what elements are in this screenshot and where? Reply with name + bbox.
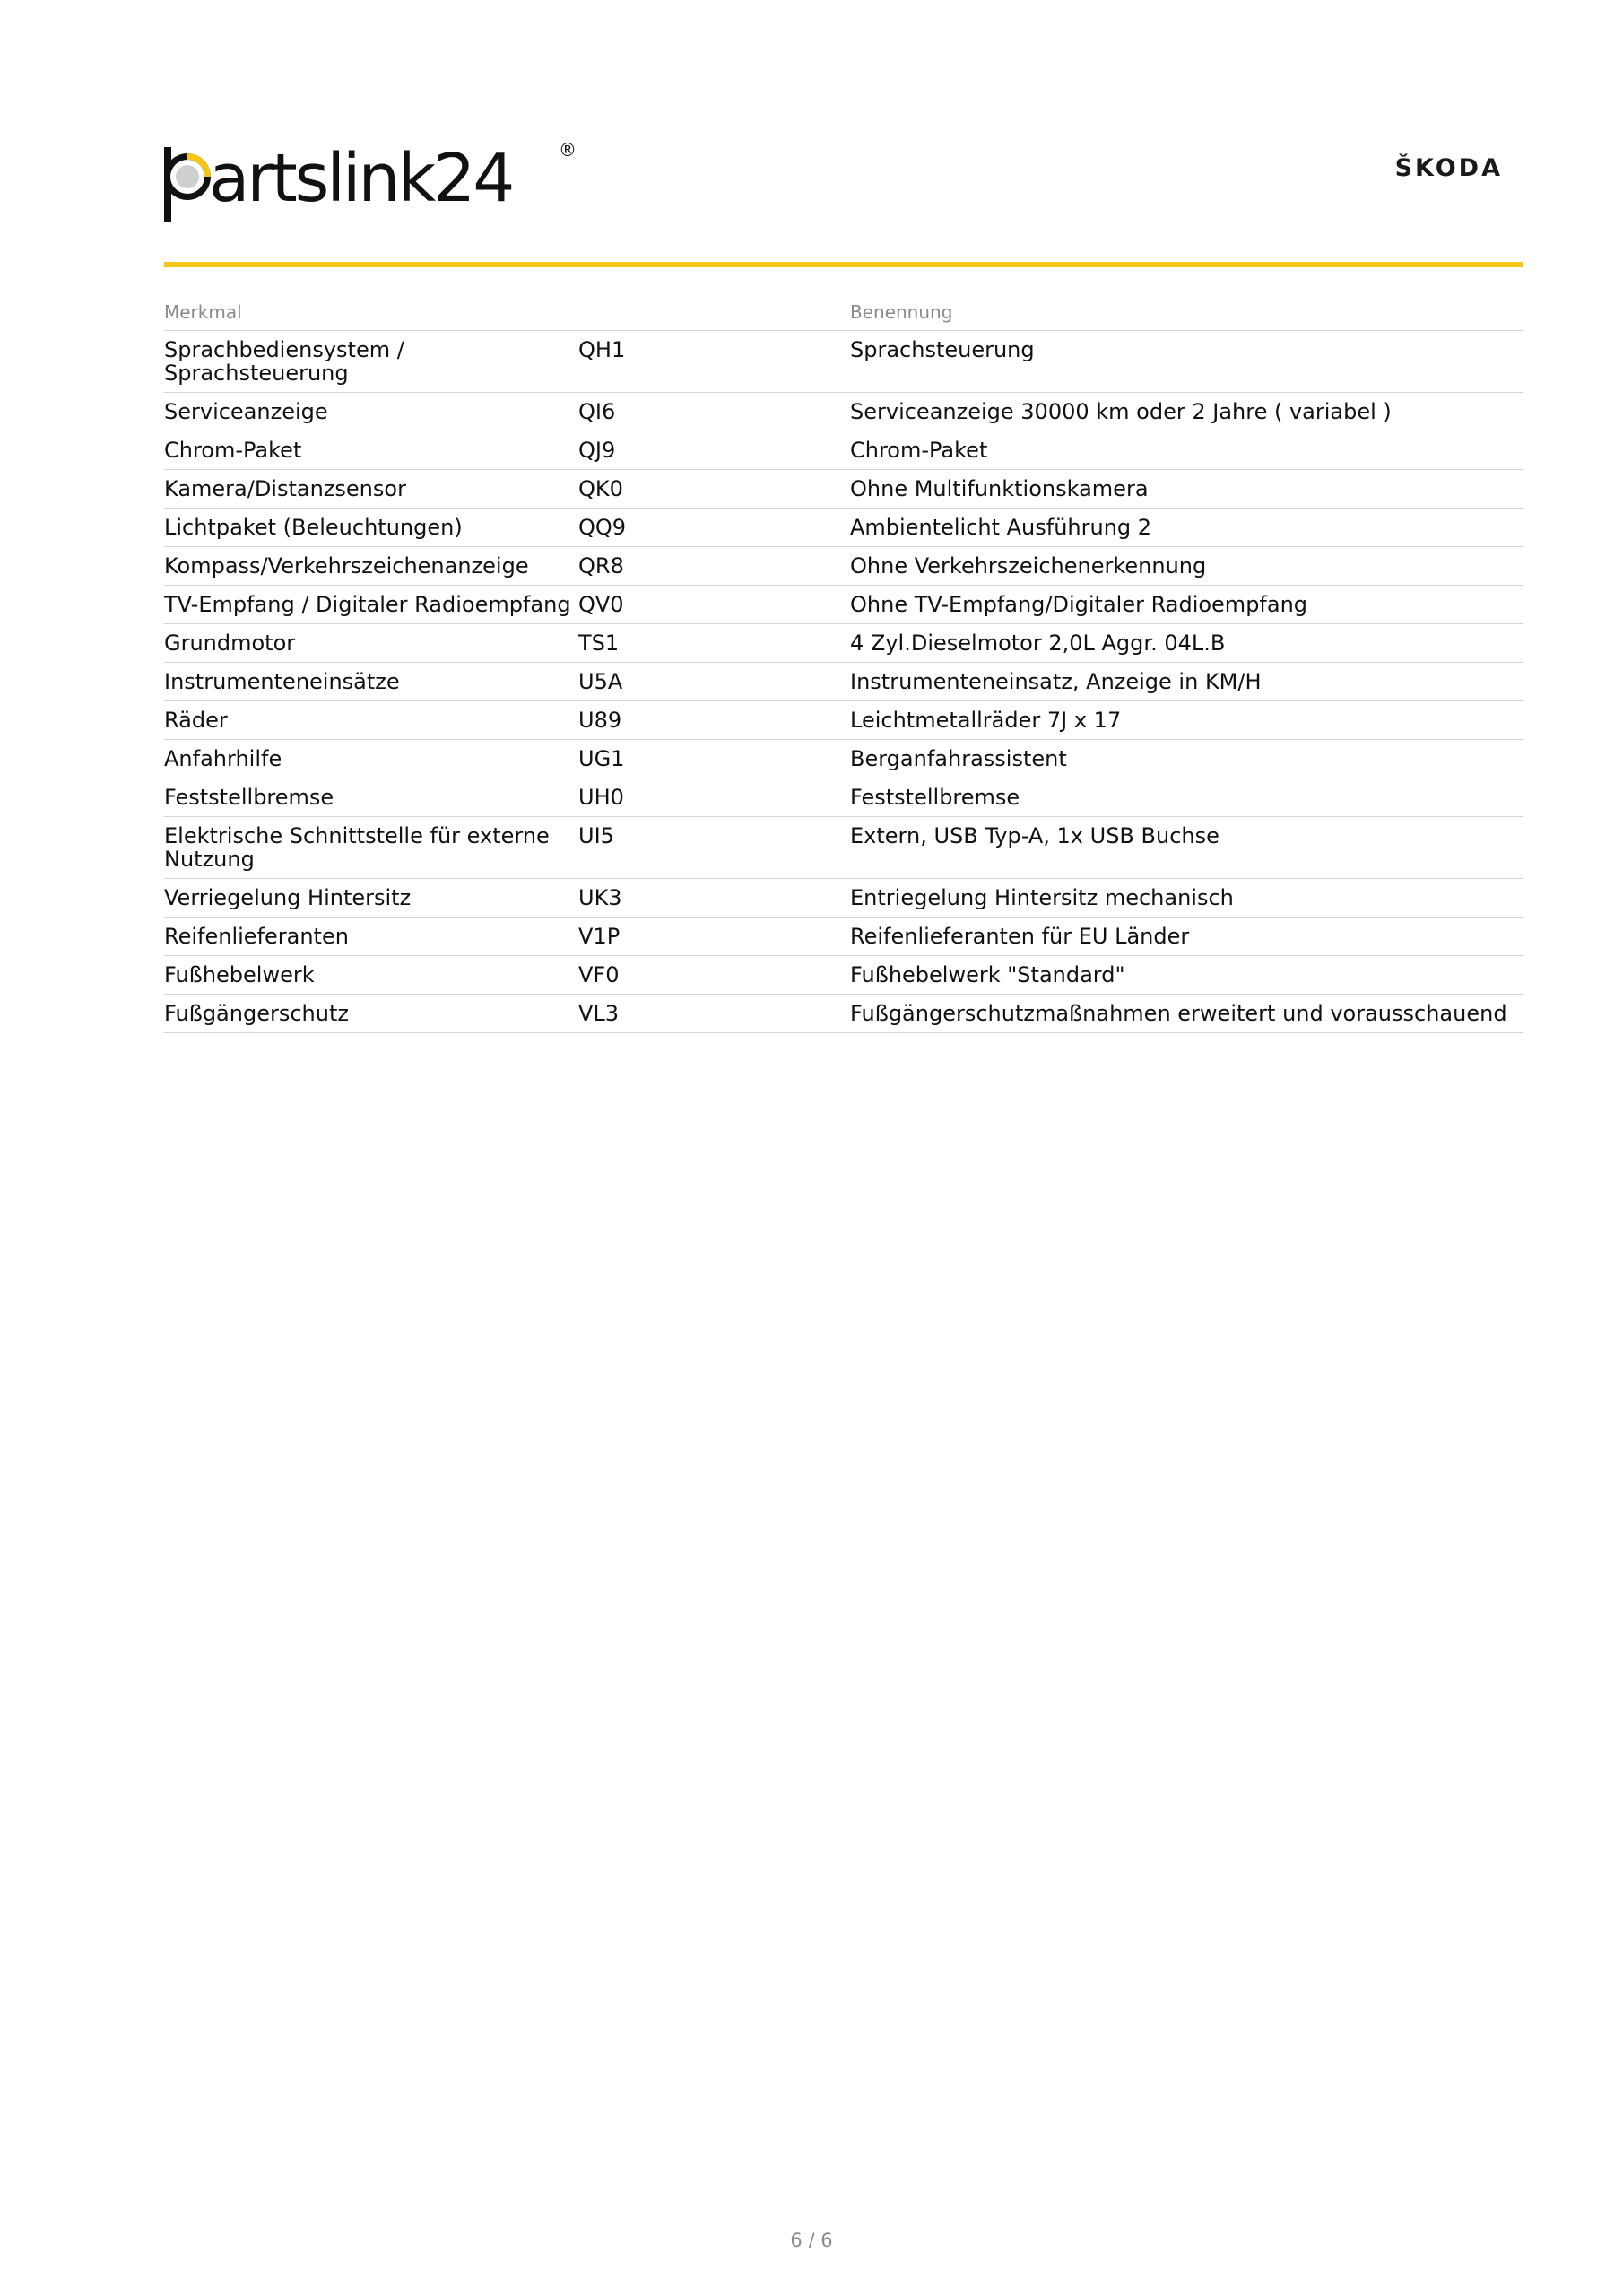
table-row bbox=[164, 331, 1523, 393]
code-cell: VL3 bbox=[578, 995, 850, 1033]
benennung-cell: Sprachsteuerung bbox=[850, 331, 1523, 393]
table-row bbox=[164, 956, 1523, 995]
code-cell: QR8 bbox=[578, 547, 850, 586]
code-cell: UH0 bbox=[578, 778, 850, 817]
table-row bbox=[164, 393, 1523, 431]
benennung-cell: Leichtmetallräder 7J x 17 bbox=[850, 701, 1523, 740]
code-cell: U89 bbox=[578, 701, 850, 740]
page-header bbox=[164, 135, 1523, 233]
table-row bbox=[164, 470, 1523, 509]
skoda-brand: ŠKODA bbox=[1394, 154, 1503, 182]
benennung-cell: Ohne Multifunktionskamera bbox=[850, 470, 1523, 509]
table-row bbox=[164, 701, 1523, 740]
table-row bbox=[164, 431, 1523, 470]
page-indicator: 6 / 6 bbox=[790, 2230, 833, 2251]
merkmal-cell: Anfahrhilfe bbox=[164, 740, 578, 778]
table-row bbox=[164, 509, 1523, 547]
code-cell: QV0 bbox=[578, 586, 850, 624]
table-row bbox=[164, 663, 1523, 701]
feature-table bbox=[164, 292, 1523, 1033]
benennung-cell: Ambientelicht Ausführung 2 bbox=[850, 509, 1523, 547]
table-header-row bbox=[164, 292, 1523, 331]
table-row bbox=[164, 778, 1523, 817]
code-cell: UG1 bbox=[578, 740, 850, 778]
merkmal-cell: Sprachbediensystem / Sprachsteuerung bbox=[164, 331, 578, 393]
code-cell: UI5 bbox=[578, 817, 850, 879]
table-row bbox=[164, 586, 1523, 624]
code-cell: U5A bbox=[578, 663, 850, 701]
merkmal-cell: Kamera/Distanzsensor bbox=[164, 470, 578, 509]
merkmal-cell: Räder bbox=[164, 701, 578, 740]
merkmal-cell: Elektrische Schnittstelle für externe Nutzung bbox=[164, 817, 578, 879]
benennung-cell: Instrumenteneinsatz, Anzeige in KM/H bbox=[850, 663, 1523, 701]
benennung-cell: 4 Zyl.Dieselmotor 2,0L Aggr. 04L.B bbox=[850, 624, 1523, 663]
merkmal-cell: Feststellbremse bbox=[164, 778, 578, 817]
merkmal-cell: Grundmotor bbox=[164, 624, 578, 663]
benennung-cell: Feststellbremse bbox=[850, 778, 1523, 817]
merkmal-cell: Reifenlieferanten bbox=[164, 918, 578, 956]
header-divider bbox=[164, 262, 1523, 267]
benennung-cell: Ohne TV-Empfang/Digitaler Radioempfang bbox=[850, 586, 1523, 624]
table-row bbox=[164, 879, 1523, 918]
merkmal-cell: Fußhebelwerk bbox=[164, 956, 578, 995]
code-cell: QK0 bbox=[578, 470, 850, 509]
merkmal-cell: Lichtpaket (Beleuchtungen) bbox=[164, 509, 578, 547]
code-cell: QJ9 bbox=[578, 431, 850, 470]
column-header-code bbox=[578, 292, 850, 331]
table-row bbox=[164, 995, 1523, 1033]
merkmal-cell: Verriegelung Hintersitz bbox=[164, 879, 578, 918]
table-row bbox=[164, 918, 1523, 956]
table-row bbox=[164, 624, 1523, 663]
partslink24-logo bbox=[164, 135, 595, 233]
benennung-cell: Chrom-Paket bbox=[850, 431, 1523, 470]
merkmal-cell: TV-Empfang / Digitaler Radioempfang bbox=[164, 586, 578, 624]
table-row bbox=[164, 740, 1523, 778]
registered-mark: ® bbox=[559, 139, 577, 161]
table-row bbox=[164, 817, 1523, 879]
code-cell: QQ9 bbox=[578, 509, 850, 547]
benennung-cell: Reifenlieferanten für EU Länder bbox=[850, 918, 1523, 956]
table-row bbox=[164, 547, 1523, 586]
merkmal-cell: Kompass/Verkehrszeichenanzeige bbox=[164, 547, 578, 586]
column-header-merkmal: Merkmal bbox=[164, 292, 578, 331]
code-cell: UK3 bbox=[578, 879, 850, 918]
code-cell: QI6 bbox=[578, 393, 850, 431]
benennung-cell: Entriegelung Hintersitz mechanisch bbox=[850, 879, 1523, 918]
merkmal-cell: Instrumenteneinsätze bbox=[164, 663, 578, 701]
column-header-benennung: Benennung bbox=[850, 292, 1523, 331]
logo-wordmark: artslink24 bbox=[209, 140, 513, 217]
benennung-cell: Ohne Verkehrszeichenerkennung bbox=[850, 547, 1523, 586]
code-cell: QH1 bbox=[578, 331, 850, 393]
benennung-cell: Fußhebelwerk "Standard" bbox=[850, 956, 1523, 995]
merkmal-cell: Serviceanzeige bbox=[164, 393, 578, 431]
code-cell: TS1 bbox=[578, 624, 850, 663]
merkmal-cell: Chrom-Paket bbox=[164, 431, 578, 470]
code-cell: V1P bbox=[578, 918, 850, 956]
benennung-cell: Berganfahrassistent bbox=[850, 740, 1523, 778]
benennung-cell: Serviceanzeige 30000 km oder 2 Jahre ( variabel ) bbox=[850, 393, 1523, 431]
benennung-cell: Extern, USB Typ-A, 1x USB Buchse bbox=[850, 817, 1523, 879]
merkmal-cell: Fußgängerschutz bbox=[164, 995, 578, 1033]
code-cell: VF0 bbox=[578, 956, 850, 995]
benennung-cell: Fußgängerschutzmaßnahmen erweitert und vorausschauend bbox=[850, 995, 1523, 1033]
